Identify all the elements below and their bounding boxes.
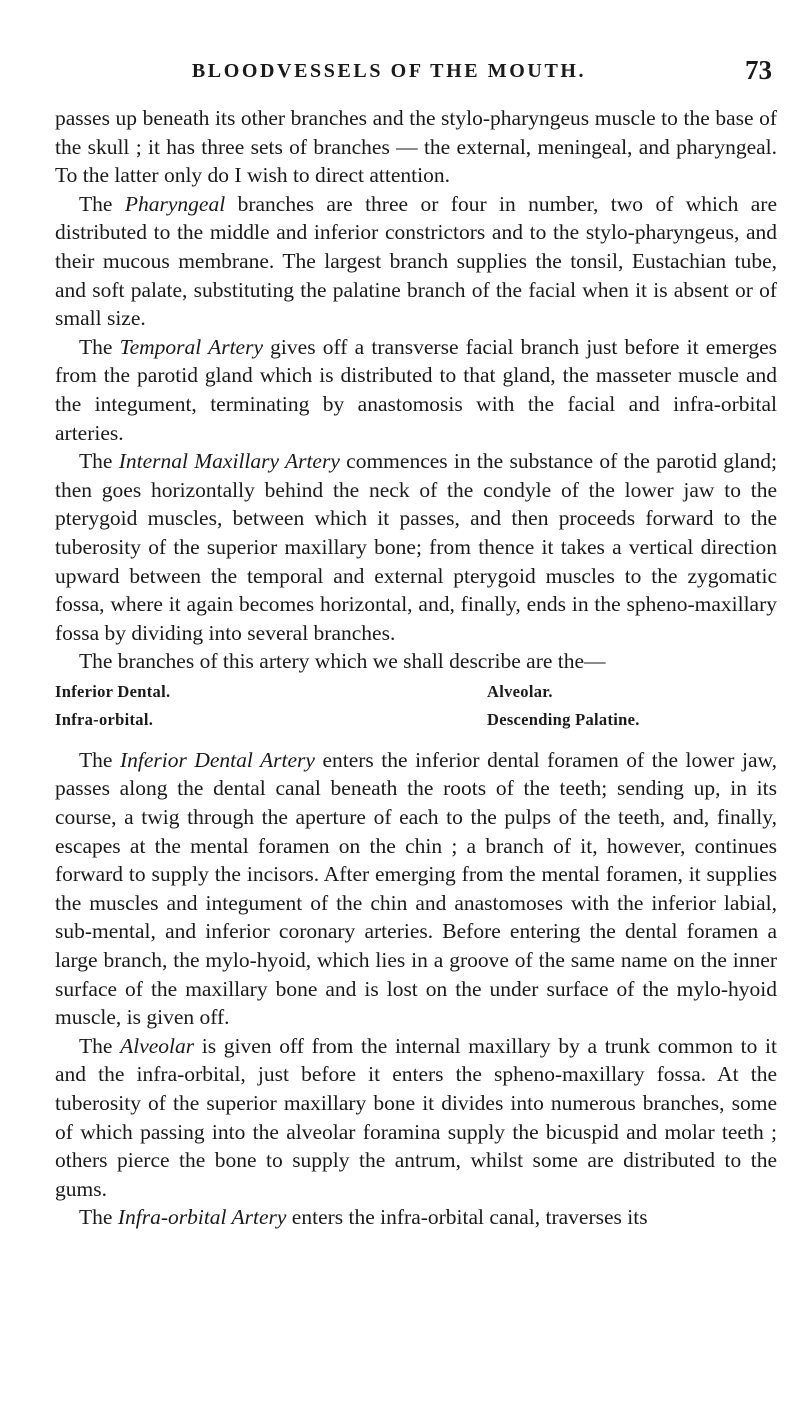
term-temporal-artery: Temporal Artery [119,334,263,359]
paragraph-text: passes up beneath its other branches and the stylo-pharyngeus muscle to the base of the skull ; it has three sets of branches — the external, meningeal, and pharyngeal. To the latter only do I wish to direct attention. [55,106,777,188]
branch-list-item: Infra-orbital. [55,709,154,729]
paragraph-internal-maxillary [55,447,777,647]
paragraph-lead: The [79,449,119,474]
paragraph-text: enters the inferior dental foramen of the lower jaw, passes along the dental canal beneath the roots of the teeth; sending up, in its course, a twig through the aperture of each to the pulps of the teeth, and, finally, escapes at the mental foramen on the chin ; a branch of it, however, continues forward to supply the incisors. After emerging from the mental foramen, it supplies the muscles and integument of the chin and anastomoses with the inferior labial, sub-mental, and inferior coronary arteries. Before entering the dental foramen a large branch, the mylo-hyoid, which lies in a groove of the same name on the inner surface of the maxillary bone and is lost on the under surface of the mylo-hyoid muscle, is given off. [55,747,777,1030]
paragraph-continuation [55,104,777,190]
term-pharyngeal: Pharyngeal [124,191,226,216]
term-inferior-dental-artery: Inferior Dental Artery [119,747,315,772]
paragraph-lead: The [79,191,125,216]
paragraph-infra-orbital [55,1203,777,1232]
paragraph-temporal-artery [55,333,777,447]
paragraph-alveolar [55,1032,777,1204]
branch-list-item: Alveolar. [487,681,553,701]
paragraph-text: is given off from the internal maxillary by a trunk common to it and the infra-orbital, just before it enters the spheno-maxillary fossa. At the tuberosity of the superior maxillary bone it divides into numerous branches, some of which passing into the alveolar foramina supply the bicuspid and molar teeth ; others pierce the bone to supply the antrum, whilst some are distributed to the gums. [55,1033,777,1201]
paragraph-lead: The [79,1205,118,1230]
paragraph-text: branches are three or four in number, two of which are distributed to the middle and inferior constrictors and to the stylo-pharyngeus, and their mucous membrane. The largest branch supplies the tonsil, Eustachian tube, and soft palate, substituting the palatine branch of the facial when it is absent or of small size. [55,191,777,331]
paragraph-inferior-dental [55,746,777,1032]
paragraph-pharyngeal [55,190,777,333]
term-internal-maxillary-artery: Internal Maxillary Artery [118,449,340,474]
branch-list-item: Inferior Dental. [55,681,171,701]
page-number: 73 [745,55,772,85]
paragraph-text: enters the infra-orbital canal, traverses its [286,1205,648,1230]
paragraph-branches-intro [55,647,777,676]
term-alveolar: Alveolar [120,1033,195,1058]
term-infra-orbital-artery: Infra-orbital Artery [117,1205,287,1230]
paragraph-lead: The [79,747,120,772]
paragraph-text: The branches of this artery which we shall describe are the— [79,649,606,674]
paragraph-text: gives off a transverse facial branch just before it emerges from the parotid gland which is distributed to that gland, the masseter muscle and the integument, terminating by anastomosis with the facial and infra-orbital arteries. [55,334,777,445]
branch-list [55,678,777,734]
branch-list-item: Descending Palatine. [487,709,640,729]
paragraph-lead: The [79,334,120,359]
paragraph-lead: The [79,1033,121,1058]
running-title: BLOODVESSELS OF THE MOUTH. [191,60,587,82]
running-head [60,55,772,88]
paragraph-text: commences in the substance of the parotid gland; then goes horizontally behind the neck of the condyle of the lower jaw to the pterygoid muscles, between which it passes, and then proceeds forward to the tuberosity of the superior maxillary bone; from thence it takes a vertical direction upward between the temporal and external pterygoid muscles to the zygomatic fossa, where it again becomes horizontal, and, finally, ends in the spheno-maxillary fossa by dividing into several branches. [55,449,777,645]
body-text [55,104,777,1232]
